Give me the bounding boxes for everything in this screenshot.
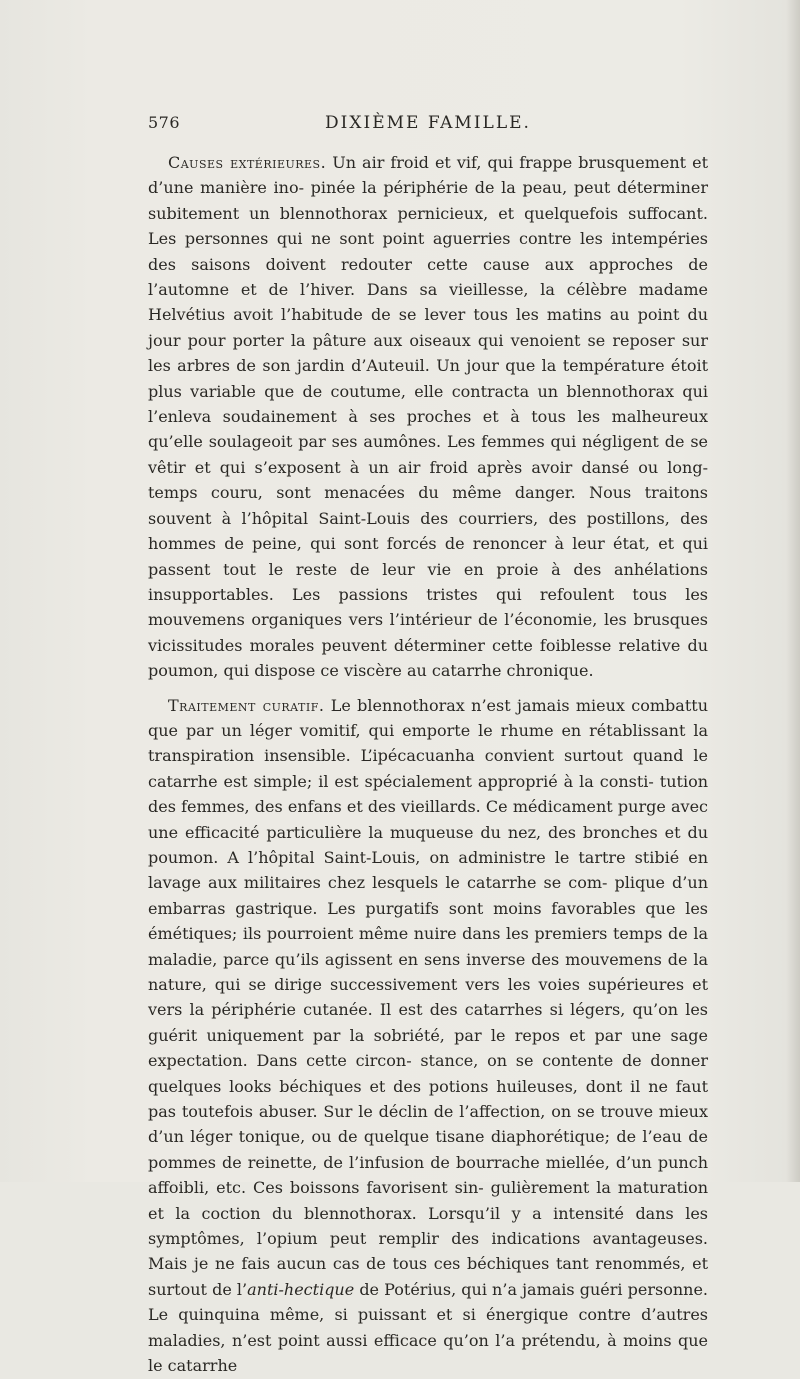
page-number: 576 [148, 113, 181, 132]
page-header [148, 113, 708, 137]
running-title: DIXIÈME FAMILLE. [325, 113, 531, 133]
page-edge-shadow [786, 0, 800, 1182]
paragraph-text-traitement-part1: Le blennothorax n’est jamais mieux combattu que par un léger vomitif, qui emporte le rhume en rétablissant la transpiration insensible. L’ipécacuanha convient surtout quand le catarrhe est simple; il est spécialement approprié à la consti- tution des femmes, des enfans et des vieillards. Ce médicament purge avec une efficacité particulière la muqueuse du nez, des bronches et du poumon. A l’hôpital Saint-Louis, on administre le tartre stibié en lavage aux militaires chez lesquels le catarrhe se com- plique d’un embarras gastrique. Les purgatifs sont moins favorables que les émétiques; ils pourroient même nuire dans les premiers temps de la maladie, parce qu’ils agissent en sens inverse des mouvemens de la nature, qui se dirige successivement vers les voies supérieures et vers la périphérie cutanée. Il est des catarrhes si légers, qu’on les guérit uniquement par la sobriété, par le repos et par une sage expectation. Dans cette circon- stance, on se contente de donner quelques looks béchiques et des potions huileuses, dont il ne faut pas toutefois abuser. Sur le déclin de l’affection, on se trouve mieux d’un léger tonique, ou de quelque tisane diaphorétique; de l’eau de pommes de reinette, de l’infusion de bourrache miellée, d’un punch affoibli, etc. Ces boissons favorisent sin- gulièrement la maturation et la coction du blennothorax. Lorsqu’il y a intensité dans les symptômes, l’opium peut remplir des indications avantageuses. Mais je ne fais aucun cas de tous ces béchiques tant renommés, et surtout de l’ [148, 695, 709, 1299]
paragraph-text-causes: Un air froid et vif, qui frappe brusquement et d’une manière ino- pinée la périphérie de la peau, peut déterminer subitement un blennothorax pernicieux, et quelquefois suffocant. Les personnes qui ne sont point aguerries contre les intempéries des saisons doivent redouter cette cause aux approches de l’automne et de l’hiver. Dans sa vieillesse, la célèbre madame Helvétius avoit l’habitude de se lever tous les matins au point du jour pour porter la pâture aux oiseaux qui venoient se reposer sur les arbres de son jardin d’Auteuil. Un jour que la température étoit plus variable que de coutume, elle contracta un blennothorax qui l’enleva soudainement à ses proches et à tous les malheureux qu’elle soulageoit par ses aumônes. Les femmes qui négligent de se vêtir et qui s’exposent à un air froid après avoir dansé ou long-temps couru, sont menacées du même danger. Nous traitons souvent à l’hôpital Saint-Louis des courriers, des postillons, des hommes de peine, qui sont forcés de renoncer à leur état, et qui passent tout le reste de leur vie en proie à des anhélations insupportables. Les passions tristes qui refoulent tous les mouvemens organiques vers l’intérieur de l’économie, les brusques vicissitudes morales peuvent déterminer cette foiblesse relative du poumon, qui dispose ce viscère au catarrhe chronique. [148, 153, 709, 681]
paragraph-text-traitement-part2: de Potérius, qui n’a jamais guéri personne. Le quinquina même, si puissant et si énergique contre d’autres maladies, n’est point aussi efficace qu’on l’a prétendu, à moins que le catarrhe [148, 1279, 709, 1376]
paragraph-traitement [148, 693, 708, 1379]
paragraph-causes [148, 150, 708, 684]
paragraph-lead-traitement: Traitement curatif. [168, 695, 325, 715]
italic-term: anti-hectique [247, 1279, 355, 1299]
paragraph-lead-causes: Causes extérieures. [168, 153, 327, 172]
body-text [148, 150, 708, 1379]
